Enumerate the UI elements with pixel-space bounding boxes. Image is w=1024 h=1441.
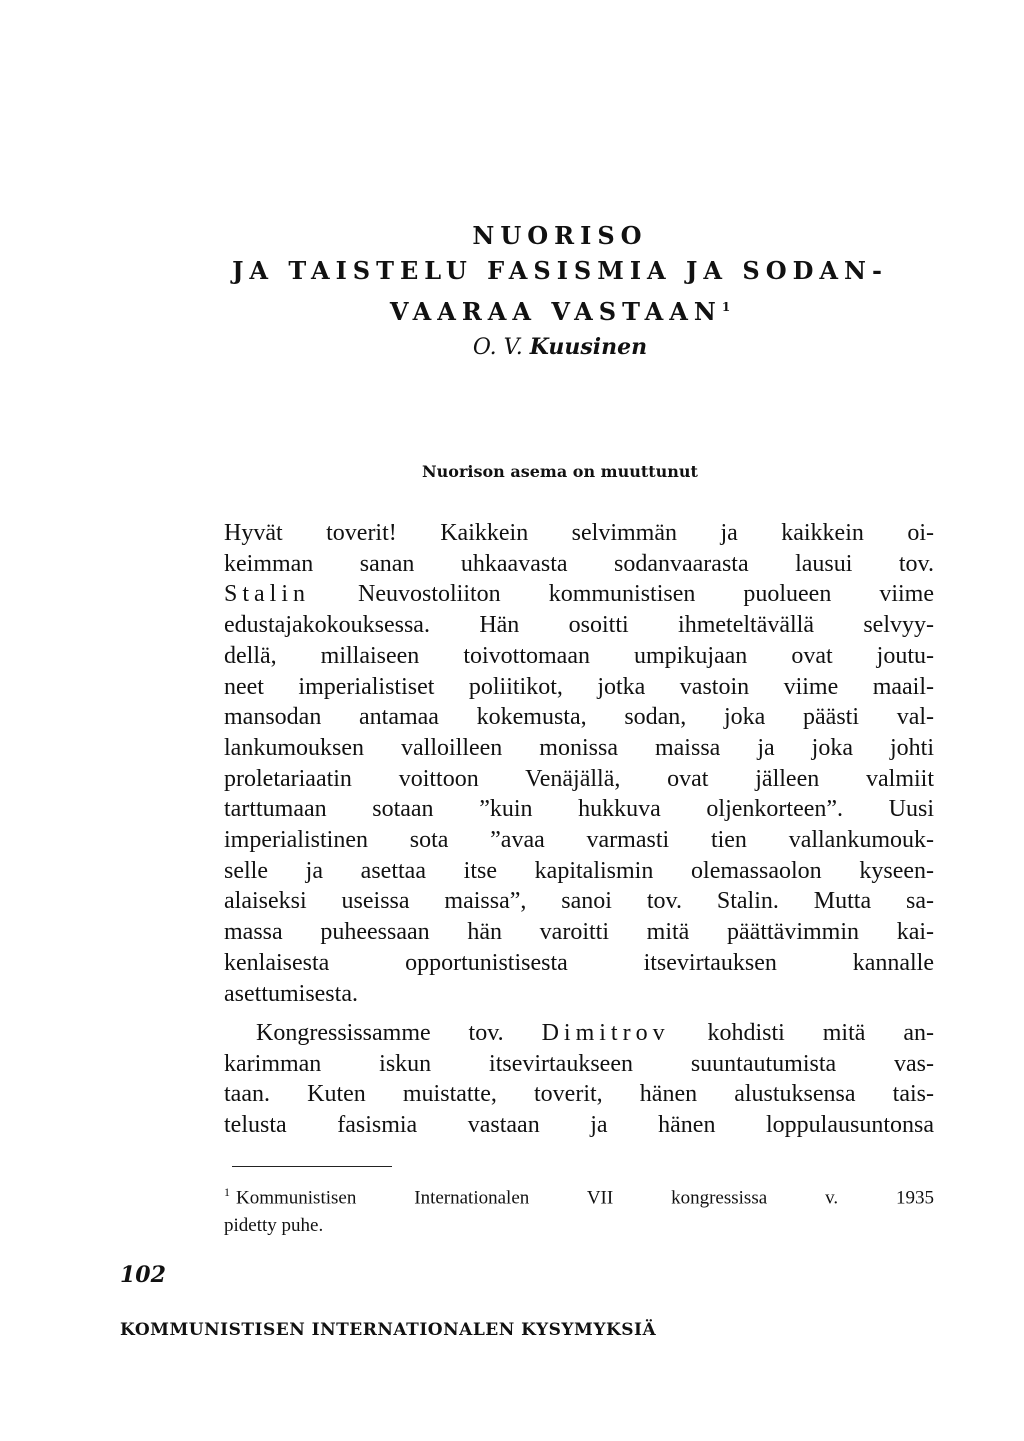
paragraph-2: [224, 1018, 934, 1141]
spaced-name-dimitrov: Dimitrov: [541, 1020, 670, 1046]
footnote-line-2: pidetty puhe.: [224, 1215, 324, 1237]
section-heading: Nuorison asema on muuttunut: [422, 462, 698, 481]
paragraph-2-line: [224, 1018, 934, 1049]
paragraph-1-line: lankumouksen valloilleen monissa maissa ja joka johti: [224, 734, 934, 761]
paragraph-1-line: Hyvät toverit! Kaikkein selvimmän ja kaikkein oi-: [224, 520, 934, 546]
paragraph-1-line: edustajakokouksessa. Hän osoitti ihmeteltävällä selvyy-: [224, 612, 934, 639]
article-title-line-1: NUORISO: [472, 221, 648, 250]
paragraph-1-line: keimman sanan uhkaavasta sodanvaarasta lausui tov.: [224, 550, 934, 577]
article-title-line-3: [200, 289, 920, 330]
author-surname: Kuusinen: [529, 334, 648, 360]
footnote-rule: [232, 1166, 392, 1167]
article-title-line-2: JA TAISTELU FASISMIA JA SODAN-: [232, 256, 888, 285]
paragraph-1-line: imperialistinen sota ”avaa varmasti tien vallankumouk-: [224, 827, 934, 854]
paragraph-1-line: asettumisesta.: [224, 980, 358, 1007]
paragraph-1-line: proletariaatin voittoon Venäjällä, ovat jälleen valmiit: [224, 765, 934, 792]
paragraph-2-line: karimman iskun itsevirtaukseen suuntautumista vas-: [224, 1050, 934, 1077]
paragraph-2-line-1-start: Kongressissamme tov.: [256, 1020, 542, 1046]
footnote-marker: 1: [224, 1185, 230, 1199]
footnote: [224, 1178, 934, 1240]
spaced-name-stalin: Stalin: [224, 581, 311, 608]
title-footnote-marker: 1: [721, 300, 731, 314]
paragraph-1-line: tarttumaan sotaan ”kuin hukkuva oljenkorteen”. Uusi: [224, 796, 934, 823]
paragraph-1-line: massa puheessaan hän varoitti mitä päättävimmin kai-: [224, 919, 934, 946]
article-title-line-3-text: VAARAA VASTAAN: [389, 297, 722, 326]
paragraph-1-line: [224, 579, 934, 610]
paragraph-1-line: kenlaisesta opportunistisesta itsevirtauksen kannalle: [224, 949, 934, 976]
paragraph-2-line: taan. Kuten muistatte, toverit, hänen alustuksensa tais-: [224, 1081, 934, 1108]
paragraph-2-line-1-end: kohdisti mitä an-: [669, 1020, 934, 1046]
paragraph-1-line: neet imperialistiset poliitikot, jotka vastoin viime maail-: [224, 673, 934, 700]
paragraph-1-line: alaiseksi useissa maissa”, sanoi tov. Stalin. Mutta sa-: [224, 888, 934, 915]
footnote-line-1: [224, 1178, 934, 1212]
paragraph-1-line: selle ja asettaa itse kapitalismin olemassaolon kyseen-: [224, 857, 934, 884]
paragraph-2-line: telusta fasismia vastaan ja hänen loppulausuntonsa: [224, 1112, 934, 1139]
paragraph-1-line-3-rest: Neuvostoliiton kommunistisen puolueen viime: [310, 581, 934, 608]
author-byline: [200, 334, 920, 360]
footnote-text-1: Kommunistisen Internationalen VII kongressissa v. 1935: [236, 1187, 934, 1209]
author-initials: O. V.: [472, 335, 523, 360]
running-footer: KOMMUNISTISEN INTERNATIONALEN KYSYMYKSIÄ: [120, 1320, 657, 1340]
paragraph-1-line: dellä, millaiseen toivottomaan umpikujaan ovat joutu-: [224, 642, 934, 669]
paragraph-1-line: mansodan antamaa kokemusta, sodan, joka päästi val-: [224, 704, 934, 731]
page-number: 102: [120, 1262, 166, 1288]
paragraph-1: [224, 518, 934, 1009]
